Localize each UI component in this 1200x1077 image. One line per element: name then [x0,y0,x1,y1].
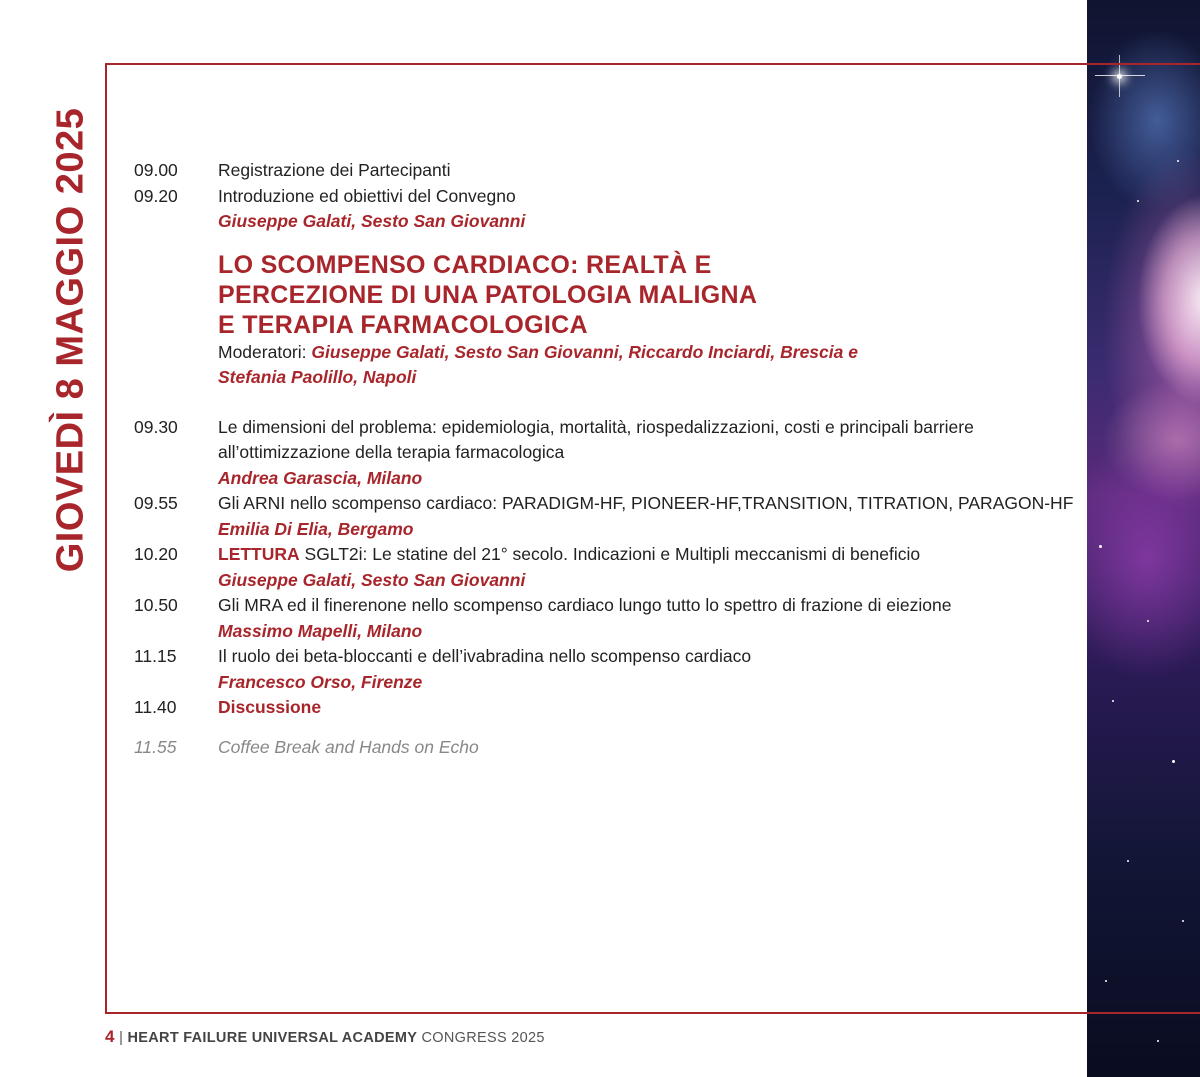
star-flare [1119,55,1120,97]
discussion-label: Discussione [218,697,322,717]
item-time: 11.15 [134,646,177,666]
footer-separator: | [119,1030,124,1046]
item-time: 09.30 [134,416,178,437]
program-item [134,542,1074,593]
frame-left-rule [105,63,107,1014]
page-number: 4 [105,1027,115,1046]
star [1127,860,1129,862]
item-time: 10.50 [134,595,178,615]
item-body [218,415,1074,492]
star [1172,760,1175,763]
program-item [134,491,1074,542]
item-body [218,593,1074,644]
frame-bottom-rule [105,1012,1200,1014]
moderators-label: Moderatori: [218,341,307,362]
program-item [134,184,1074,235]
item-title: Gli ARNI nello scompenso cardiaco: PARADIGM-HF, PIONEER-HF,TRANSITION, TITRATION, PARAGON-HF [218,493,1074,513]
program-item-coffee-break [134,735,1074,761]
page-footer [105,1027,545,1047]
session-title-line: LO SCOMPENSO CARDIACO: REALTÀ E [218,250,712,279]
star [1099,545,1102,548]
star [1137,200,1139,202]
session-title-line: PERCEZIONE DI UNA PATOLOGIA MALIGNA [218,280,758,309]
moderators-names: Giuseppe Galati, Sesto San Giovanni, Riccardo Inciardi, Brescia e [311,341,858,362]
item-speaker: Emilia Di Elia, Bergamo [218,518,414,539]
galaxy-image [1087,0,1200,1077]
star [1112,700,1114,702]
star [1147,620,1149,622]
item-speaker: Giuseppe Galati, Sesto San Giovanni [218,211,526,231]
item-title: Introduzione ed obiettivi del Convegno [218,185,516,206]
item-speaker: Andrea Garascia, Milano [218,467,423,488]
footer-suffix: CONGRESS 2025 [421,1030,545,1046]
session-title-line: E TERAPIA FARMACOLOGICA [218,310,588,339]
item-title: SGLT2i: Le statine del 21° secolo. Indicazioni e Multipli meccanismi di beneficio [299,544,921,564]
lecture-label: LETTURA [218,544,300,564]
item-speaker: Giuseppe Galati, Sesto San Giovanni [218,569,526,590]
spacer [134,721,1074,735]
program-item [134,593,1074,644]
item-title: Gli MRA ed il finerenone nello scompenso cardiaco lungo tutto lo spettro di frazione di eiezione [218,595,952,615]
item-time: 09.00 [134,160,178,180]
star [1182,920,1184,922]
session-title [218,250,1074,340]
session-moderators [218,340,1074,391]
item-body [218,542,1074,593]
item-time: 09.55 [134,493,178,513]
item-title: Coffee Break and Hands on Echo [218,736,479,757]
star-flare [1095,75,1145,76]
star [1177,160,1179,162]
star [1157,1040,1159,1042]
program-item [134,415,1074,492]
item-speaker: Francesco Orso, Firenze [218,671,423,692]
item-time: 11.40 [134,697,177,717]
item-body [218,644,1074,695]
item-time: 10.20 [134,544,178,564]
item-speaker: Massimo Mapelli, Milano [218,620,423,641]
moderators-names: Stefania Paolillo, Napoli [218,367,417,387]
program-item [134,644,1074,695]
spacer [134,391,1074,415]
program-item [134,158,1074,184]
item-time: 11.55 [134,736,177,757]
item-time: 09.20 [134,185,178,206]
star [1105,980,1107,982]
program-item-discussion [134,695,1074,721]
side-date-title: GIOVEDÌ 8 MAGGIO 2025 [49,107,92,573]
item-title: Registrazione dei Partecipanti [218,160,451,180]
program-content [134,158,1074,760]
frame-top-rule [105,63,1200,65]
item-title: Il ruolo dei beta-bloccanti e dell’ivabradina nello scompenso cardiaco [218,646,752,666]
footer-brand: HEART FAILURE UNIVERSAL ACADEMY [127,1030,418,1046]
item-body [218,491,1074,542]
item-body [218,184,1074,235]
item-title: Le dimensioni del problema: epidemiologia, mortalità, riospedalizzazioni, costi e principali barriere all’ottimizzazione della terapia farmacologica [218,416,974,462]
